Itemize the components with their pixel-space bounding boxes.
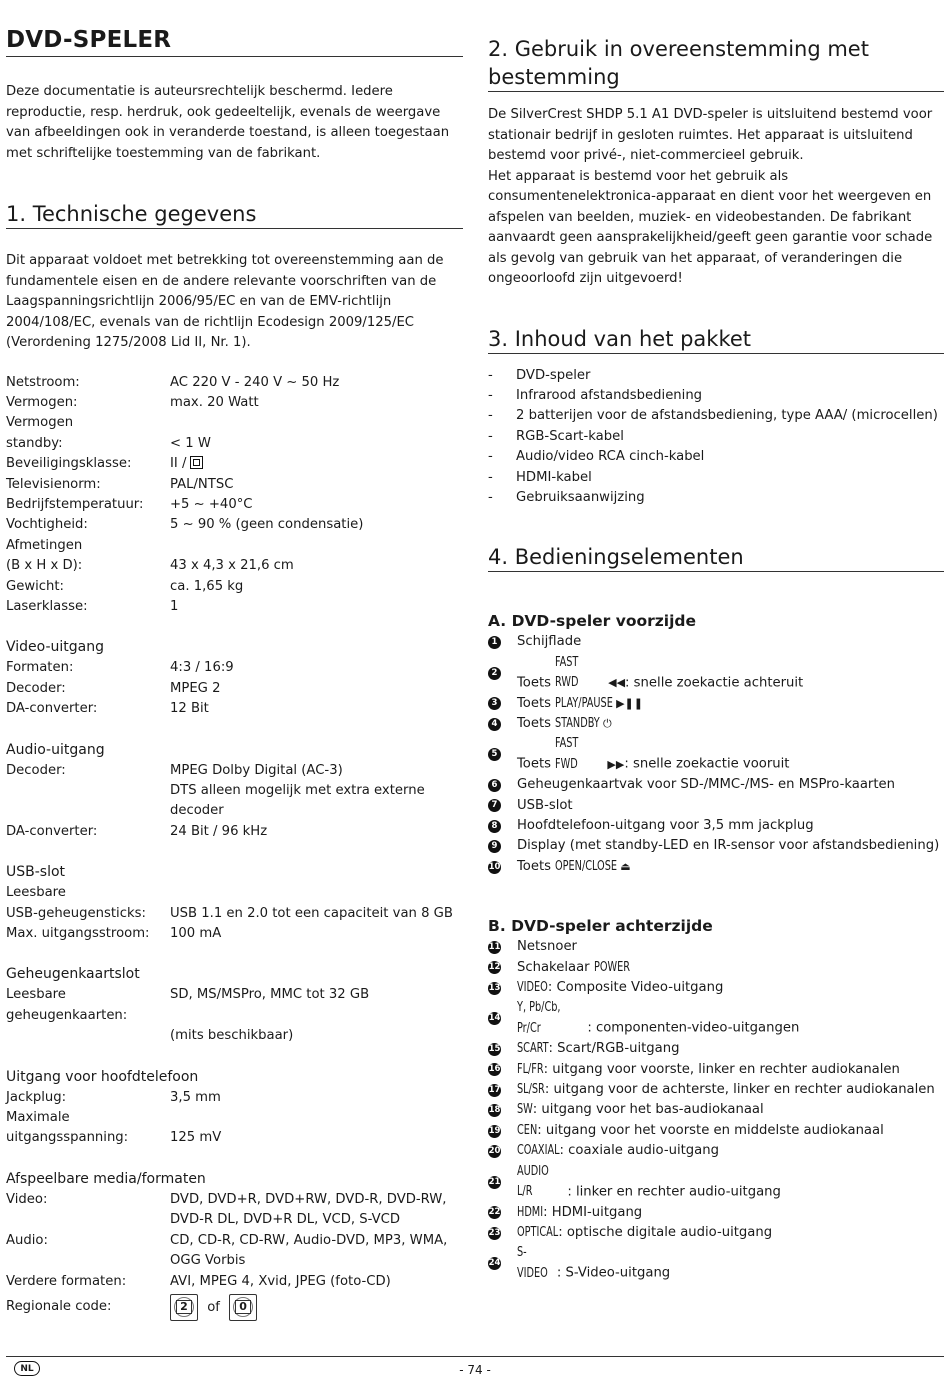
spec-label: Vochtigheid: [6,517,88,533]
spec-row [6,658,463,678]
list-item-text: DVD-speler [516,367,591,383]
key-label: Y, Pb/Cb, Pr/Cr [517,1000,561,1036]
control-description [517,1121,884,1141]
spec-value: CD, CD-R, CD-RW, Audio-DVD, MP3, WMA, [170,1232,448,1248]
number-badge: 5 [488,748,501,761]
list-item [488,488,944,508]
control-description [517,1203,642,1223]
spec-row [6,597,463,617]
spec-value: II / [170,456,187,472]
spec-value: USB 1.1 en 2.0 tot een capaciteit van 8 GB [170,905,453,921]
package-contents-list [488,366,944,509]
control-description [517,937,577,957]
dash-bullet: - [488,387,493,403]
control-item [488,1100,944,1120]
control-description [517,958,630,978]
section-3-heading: 3. Inhoud van het pakket [488,325,944,354]
control-item [488,714,944,734]
number-badge: 18 [488,1105,501,1116]
video-output-heading: Video-uitgang [6,639,105,656]
spec-label: Gewicht: [6,578,65,594]
list-item-text: Audio/video RCA cinch-kabel [516,449,705,465]
spec-row [6,373,463,393]
control-text: Toets [517,756,556,772]
headphone-specs [6,1088,463,1149]
control-text: : Scart/RGB-uitgang [548,1041,680,1057]
key-label: FAST FWD [555,736,579,772]
spec-label: Laserklasse: [6,598,88,614]
back-heading: B. DVD-speler achterzijde [488,917,713,936]
dash-bullet: - [488,408,493,424]
spec-value: DVD-R DL, DVD+R DL, VCD, S-VCD [170,1212,400,1228]
control-text: Schakelaar [517,959,594,975]
spec-label: Audio: [6,1232,48,1248]
spec-label: Bedrijfstemperatuur: [6,496,144,512]
control-item [488,1141,944,1161]
control-item [488,796,944,816]
document-title: DVD-SPELER [6,0,463,57]
control-description [517,694,643,714]
control-text: : uitgang voor de achterste, linker en rechter audiokanalen [544,1082,935,1098]
spec-row [6,1088,463,1108]
spec-row [6,1128,463,1148]
spec-label: Decoder: [6,680,66,696]
spec-value: AC 220 V - 240 V ~ 50 Hz [170,374,340,390]
spec-label: USB-geheugensticks: [6,905,146,921]
control-description [517,1141,719,1161]
control-text: : S-Video-uitgang [556,1265,671,1281]
spec-row [6,924,463,944]
spec-label: Televisienorm: [6,476,101,492]
dash-bullet: - [488,489,493,505]
spec-value [170,536,463,556]
list-item [488,427,944,447]
control-text: : uitgang voor voorste, linker en rechter audiokanalen [543,1061,900,1077]
key-label: PLAY/PAUSE [555,695,614,711]
key-label: HDMI [517,1204,544,1220]
button-symbol-icon: ▶❚❚ [616,696,643,710]
section-1-heading: 1. Technische gegevens [6,200,463,229]
spec-value [170,413,463,433]
control-item [488,1039,944,1059]
control-item [488,1243,944,1284]
spec-row [6,536,463,556]
list-item [488,386,944,406]
control-item [488,937,944,957]
region-code-row [6,1294,463,1321]
spec-row [6,822,463,842]
number-badge: 3 [488,697,501,710]
spec-label: Afmetingen [6,537,83,553]
list-item [488,468,944,488]
spec-label: Vermogen [6,415,74,431]
spec-value: +5 ~ +40°C [170,496,253,512]
spec-row [6,495,463,515]
media-heading: Afspeelbare media/formaten [6,1170,206,1187]
control-text: USB-slot [517,797,573,813]
spec-label: Jackplug: [6,1089,67,1105]
control-item [488,1121,944,1141]
control-text: Hoofdtelefoon-uitgang voor 3,5 mm jackplug [517,818,814,833]
dash-bullet: - [488,428,493,444]
control-text: Toets [517,858,556,874]
spec-value: 24 Bit / 96 kHz [170,823,268,839]
key-label: FL/FR [517,1061,544,1077]
control-text: Toets [517,715,556,731]
section-2-heading: 2. Gebruik in overeenstemming met bestemming [488,35,944,92]
number-badge: 23 [488,1227,501,1238]
spec-label: Beveiligingsklasse: [6,456,132,472]
spec-row [6,434,463,454]
spec-value: SD, MS/MSPro, MMC tot 32 GB [170,987,370,1003]
general-specs [6,373,463,618]
spec-label [6,1251,170,1271]
spec-value [170,1108,463,1128]
region-code-label: Regionale code: [6,1299,112,1315]
dash-bullet: - [488,469,493,485]
dash-bullet: - [488,367,493,383]
control-description [517,796,573,816]
spec-row [6,556,463,576]
spec-value: PAL/NTSC [170,476,234,492]
front-heading: A. DVD-speler voorzijde [488,612,697,631]
spec-row [6,985,463,1026]
control-description [517,857,631,877]
button-symbol-icon: ▶▶ [607,757,625,771]
spec-label: Maximale [6,1110,70,1126]
control-description [517,1100,764,1120]
control-item [488,978,944,998]
spec-row [6,515,463,535]
control-text: : coaxiale audio-uitgang [559,1143,719,1159]
spec-row [6,577,463,597]
spec-row [6,1210,463,1230]
control-description [517,1039,679,1059]
spec-row [6,781,463,822]
page-number: - 74 - [459,1363,491,1377]
spec-label: Netstroom: [6,374,80,390]
dash-bullet: - [488,449,493,465]
spec-label: Verdere formaten: [6,1273,127,1289]
spec-row [6,1272,463,1292]
audio-output-heading: Audio-uitgang [6,741,105,758]
number-badge: 6 [488,779,501,792]
list-item-text: HDMI-kabel [516,469,592,485]
spec-value: 5 ~ 90 % (geen condensatie) [170,517,364,533]
control-item [488,816,944,836]
list-item-text: 2 batterijen voor de afstandsbediening, type AAA/ (microcellen) [516,408,938,424]
spec-value: ca. 1,65 kg [170,578,244,594]
number-badge: 21 [488,1176,501,1187]
spec-label [6,1210,170,1230]
number-badge: 24 [488,1258,501,1269]
spec-label: Video: [6,1191,48,1207]
list-item-text: RGB-Scart-kabel [516,428,624,444]
control-item [488,653,944,694]
region-or: of [207,1300,220,1316]
spec-value: 100 mA [170,926,222,942]
video-specs [6,658,463,719]
control-description [517,653,803,694]
spec-value: 125 mV [170,1130,222,1146]
spec-value: DTS alleen mogelijk met extra externe decoder [170,783,425,819]
spec-row [6,1231,463,1251]
usb-slot-heading: USB-slot [6,864,66,881]
spec-label [6,781,170,822]
spec-value: AVI, MPEG 4, Xvid, JPEG (foto-CD) [170,1273,391,1289]
control-item [488,857,944,877]
control-text: Schijflade [517,634,582,650]
copyright-notice: Deze documentatie is auteursrechtelijk beschermd. Iedere reproductie, resp. herdruk, ook gedeeltelijk, evenals de weergave van afbeeldingen ook in veranderde toestand, is alleen toegestaan met schriftelijke toestemming van de fabrikant. [6,84,450,161]
spec-label: DA-converter: [6,823,98,839]
spec-value: 4:3 / 16:9 [170,660,234,676]
left-column [6,0,463,1321]
control-item [488,998,944,1039]
control-text: : uitgang voor het voorste en middelste audiokanaal [537,1122,884,1138]
control-description [517,998,799,1039]
control-description [517,632,581,652]
control-item [488,632,944,652]
spec-value: 3,5 mm [170,1089,221,1105]
control-description [517,1060,900,1080]
control-text: Toets [517,695,556,711]
number-badge: 8 [488,820,501,833]
number-badge: 9 [488,840,501,853]
spec-row [6,1190,463,1210]
spec-label: Leesbare [6,885,66,901]
key-label: AUDIO L/R [517,1163,549,1200]
region-0-icon: 0 [229,1294,257,1321]
spec-row [6,699,463,719]
card-slot-heading: Geheugenkaartslot [6,966,140,983]
key-label: S-VIDEO [517,1245,548,1281]
number-badge: 2 [488,667,501,680]
footer-rule [6,1356,944,1357]
number-badge: 12 [488,962,501,973]
control-description [517,1080,935,1100]
language-badge: NL [14,1361,40,1376]
spec-row [6,413,463,433]
spec-value: DVD, DVD+R, DVD+RW, DVD-R, DVD-RW, [170,1191,447,1207]
spec-row [6,393,463,413]
control-item [488,734,944,775]
button-symbol-icon: ⏻ [602,716,612,730]
control-text: : uitgang voor het bas-audiokanaal [532,1102,764,1118]
spec-value: (mits beschikbaar) [170,1028,294,1044]
spec-label [6,1026,170,1046]
key-label: COAXIAL [517,1143,560,1159]
control-text: : optische digitale audio-uitgang [558,1224,773,1240]
number-badge: 7 [488,799,501,812]
headphone-heading: Uitgang voor hoofdtelefoon [6,1068,199,1085]
spec-label: Formaten: [6,660,74,676]
spec-label: (B x H x D): [6,558,83,574]
spec-row [6,904,463,924]
number-badge: 19 [488,1125,501,1136]
control-text: Geheugenkaartvak voor SD-/MMC-/MS- en MSPro-kaarten [517,777,895,793]
button-symbol-icon: ◀◀ [608,676,626,690]
region-2-icon: 2 [170,1294,198,1321]
key-label: FAST RWD [555,654,579,691]
key-label: CEN [517,1122,538,1138]
list-item-text: Gebruiksaanwijzing [516,489,645,505]
spec-value: max. 20 Watt [170,394,259,410]
control-text: : componenten-video-uitgangen [587,1020,800,1036]
spec-value: 1 [170,598,179,614]
key-label: SCART [517,1041,549,1057]
control-item [488,775,944,795]
front-controls-list [488,632,944,877]
key-label: SL/SR [517,1082,545,1098]
control-text: : linker en rechter audio-uitgang [567,1184,781,1200]
list-item [488,366,944,386]
number-badge: 4 [488,718,501,731]
spec-label: Vermogen: [6,394,78,410]
spec-label: DA-converter: [6,701,98,717]
spec-label: Max. uitgangsstroom: [6,926,150,942]
control-text: Display (met standby-LED en IR-sensor voor afstandsbediening) [517,838,940,854]
spec-value: 43 x 4,3 x 21,6 cm [170,558,294,574]
spec-value: MPEG Dolby Digital (AC-3) [170,762,343,778]
usb-specs [6,883,463,944]
number-badge: 14 [488,1013,501,1024]
control-text: : snelle zoekactie vooruit [624,756,790,772]
key-label: OPEN/CLOSE [555,858,618,874]
conformity-text: Dit apparaat voldoet met betrekking tot overeenstemming aan de fundamentele eisen en de andere relevante voorschriften van de Laagspanningsrichtlijn 2006/95/EC en van de EMV-richtlijn 2004/108/EC, evenals van de richtlijn Ecodesign 2009/125/EC (Verordening 1275/2008 Lid II, Nr. 1). [6,253,444,350]
button-symbol-icon: ⏏ [620,859,631,873]
spec-row [6,1251,463,1271]
control-description [517,1243,670,1284]
card-specs [6,985,463,1046]
spec-label: Decoder: [6,762,66,778]
section-4-heading: 4. Bedieningselementen [488,543,944,572]
spec-label: Leesbare geheugenkaarten: [6,987,128,1023]
intended-use-text-2: Het apparaat is bestemd voor het gebruik als consumentenelektronica-apparaat en dient voor het weergeven en afspelen van beelden, muziek- en videobestanden. De fabrikant aanvaardt geen aansprakelijkheid/geeft geen garantie voor schade als gevolg van gebruik van het apparaat, of veranderingen die ongeoorloofd zijn uitgevoerd! [488,168,933,286]
spec-value: 12 Bit [170,701,209,717]
list-item-text: Infrarood afstandsbediening [516,387,703,403]
media-specs [6,1190,463,1292]
spec-row [6,883,463,903]
spec-value: MPEG 2 [170,680,221,696]
number-badge: 22 [488,1207,501,1218]
right-column [488,0,944,1284]
spec-value: OGG Vorbis [170,1253,246,1269]
control-description [517,816,814,836]
control-item [488,1203,944,1223]
spec-value [170,883,463,903]
control-item [488,1223,944,1243]
control-item [488,1080,944,1100]
spec-label: uitgangsspanning: [6,1130,129,1146]
number-badge: 11 [488,941,501,952]
spec-row [6,454,463,474]
spec-row [6,761,463,781]
control-description [517,734,789,775]
key-label: VIDEO [517,980,548,996]
control-description [517,1162,781,1203]
number-badge: 15 [488,1043,501,1054]
control-text: Toets [517,675,556,691]
key-label: OPTICAL [517,1224,559,1240]
control-text: Netsnoer [517,939,577,955]
key-label: SW [517,1102,533,1118]
control-text: : Composite Video-uitgang [547,980,724,996]
number-badge: 17 [488,1084,501,1095]
spec-row [6,1026,463,1046]
spec-row [6,679,463,699]
spec-row [6,475,463,495]
control-description [517,775,895,795]
control-item [488,1060,944,1080]
number-badge: 20 [488,1145,501,1156]
control-item [488,694,944,714]
control-description [517,978,723,998]
control-item [488,836,944,856]
spec-label: standby: [6,435,63,451]
control-text: : snelle zoekactie achteruit [625,675,804,691]
audio-specs [6,761,463,843]
control-description [517,714,612,734]
number-badge: 16 [488,1064,501,1075]
number-badge: 10 [488,861,501,872]
number-badge: 13 [488,982,501,993]
list-item [488,447,944,467]
control-item [488,958,944,978]
control-text: : HDMI-uitgang [543,1204,643,1220]
back-controls-list [488,937,944,1284]
spec-value: < 1 W [170,435,211,451]
key-label: STANDBY [555,715,600,731]
key-label: POWER [593,959,630,975]
control-item [488,1162,944,1203]
control-description [517,836,939,856]
list-item [488,406,944,426]
control-description [517,1223,772,1243]
number-badge: 1 [488,636,501,649]
spec-row [6,1108,463,1128]
intended-use-text-1: De SilverCrest SHDP 5.1 A1 DVD-speler is uitsluitend bestemd voor stationair bedrijf in gesloten ruimtes. Het apparaat is uitsluitend bestemd voor privé-, niet-commercieel gebruik. [488,107,933,163]
class-ii-icon [190,456,203,469]
